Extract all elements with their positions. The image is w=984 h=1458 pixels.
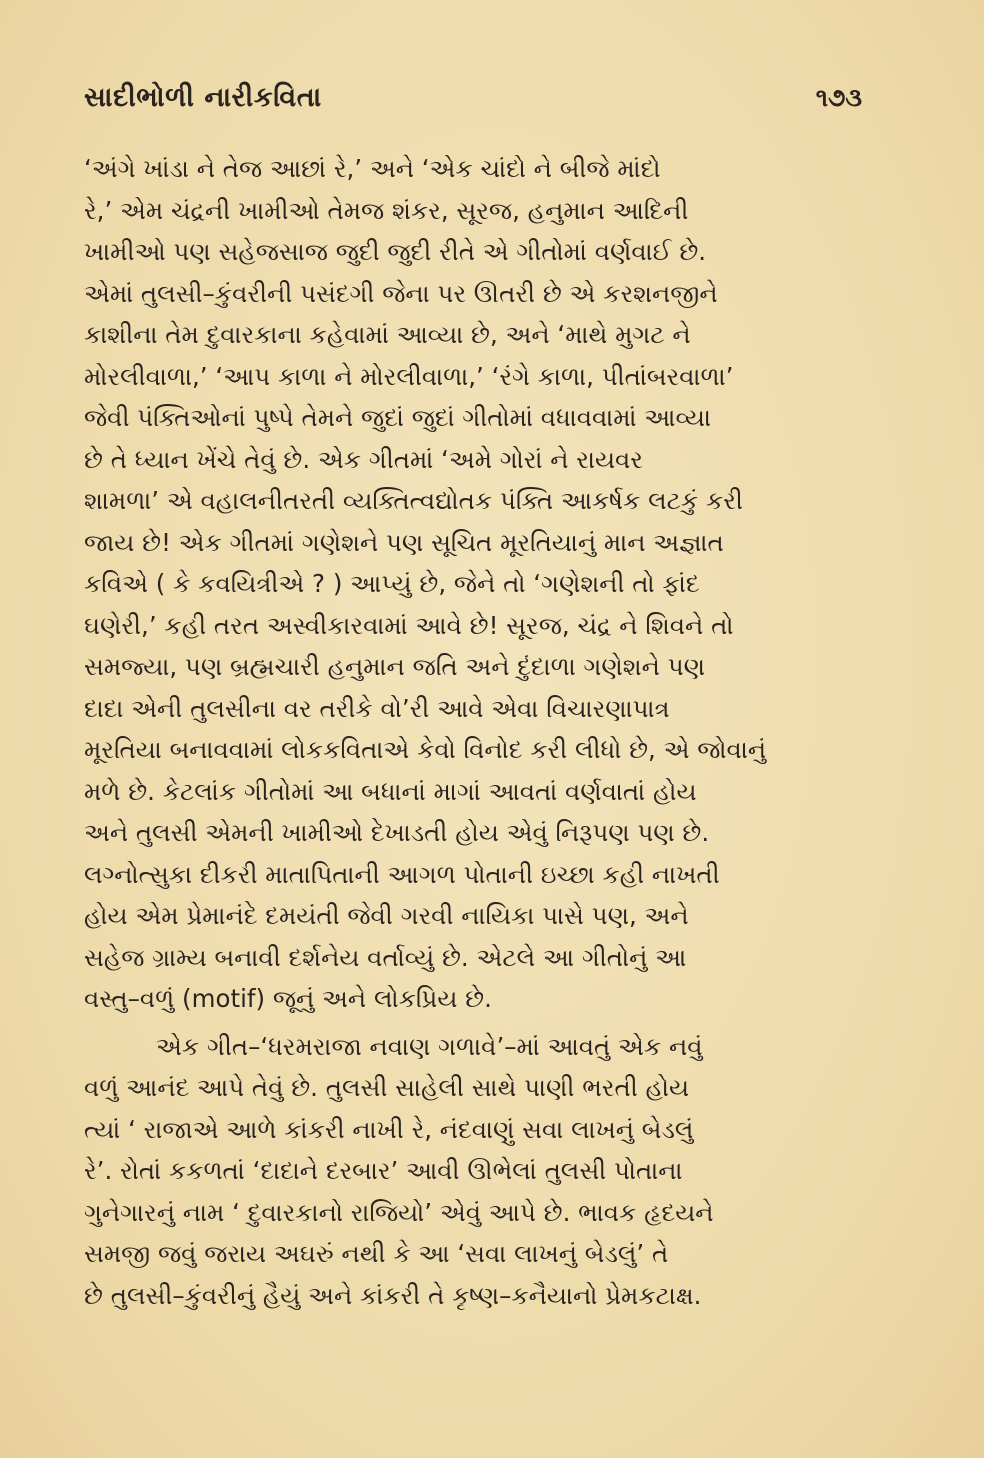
text-line: એક ગીત–‘ધરમરાજા નવાણ ગળાવે’–માં આવતું એક નવું: [156, 1031, 703, 1061]
text-line: મળે છે. કેટલાંક ગીતોમાં આ બધાનાં માગાં આવતાં વર્ણવાતાં હોય: [84, 776, 697, 806]
text-line: કવિએ ( કે કવયિત્રીએ ? ) આપ્યું છે, જેને તો ‘ગણેશની તો ફાંદ: [84, 569, 700, 598]
text-line: શામળા’ એ વહાલનીતરતી વ્યક્તિત્વદ્યોતક પંક્તિ આકર્ષક લટકું કરી: [84, 486, 743, 515]
text-line: કાશીના તેમ દુવારકાના કહેવામાં આવ્યા છે, અને ‘માથે મુગટ ને: [84, 320, 691, 349]
text-line: સહેજ ગ્રામ્ય બનાવી દર્શનેય વર્તાવ્યું છે. એટલે આ ગીતોનું આ: [84, 942, 687, 972]
text-line: દાદા એની તુલસીના વર તરીકે વો’રી આવે એવા વિચારણાપાત્ર: [84, 693, 670, 723]
text-line: ગુનેગારનું નામ ‘ દુવારકાનો રાજિયો’ એવું આપે છે. ભાવક હૃદયને: [84, 1197, 714, 1227]
text-line: જેવી પંક્તિઓનાં પુષ્પે તેમને જુદાં જુદાં ગીતોમાં વધાવવામાં આવ્યા: [84, 403, 711, 432]
text-line: રે,’ એમ ચંદ્રની ખામીઓ તેમજ શંકર, સૂરજ, હનુમાન આદિની: [84, 195, 689, 225]
text-line: ‘અંગે ખાંડા ને તેજ આછાં રે,’ અને ‘એક ચાંદો ને બીજે માંદો: [84, 154, 661, 183]
text-line: એમાં તુલસી–કુંવરીની પસંદગી જેના પર ઊતરી છે એ કરશનજીને: [84, 278, 718, 308]
paragraph-1: [84, 148, 854, 1020]
text-line: છે તુલસી–કુંવરીનું હૈયું અને કાંકરી તે કૃષ્ણ–કનૈયાનો પ્રેમકટાક્ષ.: [84, 1280, 702, 1310]
text-line: ઘણેરી,’ કહી તરત અસ્વીકારવામાં આવે છે! સૂરજ, ચંદ્ર ને શિવને તો: [84, 610, 734, 640]
text-line: વસ્તુ–વળું (motif) જૂનું અને લોકપ્રિય છે.: [84, 984, 492, 1013]
text-line: સમજ્યા, પણ બ્રહ્મચારી હનુમાન જતિ અને દુંદાળા ગણેશને પણ: [84, 652, 705, 681]
text-line: વળું આનંદ આપે તેવું છે. તુલસી સાહેલી સાથે પાણી ભરતી હોય: [84, 1073, 690, 1102]
text-line: મોરલીવાળા,’ ‘આપ કાળા ને મોરલીવાળા,’ ‘રંગે કાળા, પીતાંબરવાળા’: [84, 361, 734, 391]
text-line: જાય છે! એક ગીતમાં ગણેશને પણ સૂચિત મૂરતિયાનું માન અજ્ઞાત: [84, 527, 724, 557]
paragraph-2: [84, 1026, 854, 1317]
page-number: ૧૭૩: [815, 83, 862, 112]
text-line: ખામીઓ પણ સહેજસાજ જુદી જુદી રીતે એ ગીતોમાં વર્ણવાઈ છે.: [84, 237, 707, 266]
running-head: [84, 82, 862, 126]
text-line: ત્યાં ‘ રાજાએ આળે કાંકરી નાખી રે, નંદવાણું સવા લાખનું બેડલું: [84, 1114, 694, 1144]
text-line: મૂરતિયા બનાવવામાં લોકકવિતાએ કેવો વિનોદ કરી લીધો છે, એ જોવાનું: [84, 735, 767, 764]
text-line: અને તુલસી એમની ખામીઓ દેખાડતી હોય એવું નિરૂપણ પણ છે.: [84, 818, 710, 847]
text-line: છે તે ધ્યાન ખેંચે તેવું છે. એક ગીતમાં ‘અમે ગોરાં ને રાયવર: [84, 444, 643, 474]
running-title: સાદીભોળી નારીકવિતા: [84, 82, 322, 113]
text-line: લગ્નોત્સુકા દીકરી માતાપિતાની આગળ પોતાની ઇચ્છા કહી નાખતી: [84, 859, 720, 889]
text-line: હોય એમ પ્રેમાનંદે દમયંતી જેવી ગરવી નાયિકા પાસે પણ, અને: [84, 901, 689, 930]
text-line: સમજી જવું જરાય અઘરું નથી કે આ ‘સવા લાખનું બેડલું’ તે: [84, 1239, 669, 1268]
text-line: રે’. રોતાં કકળતાં ‘દાદાને દરબાર’ આવી ઊભેલાં તુલસી પોતાના: [84, 1156, 683, 1185]
